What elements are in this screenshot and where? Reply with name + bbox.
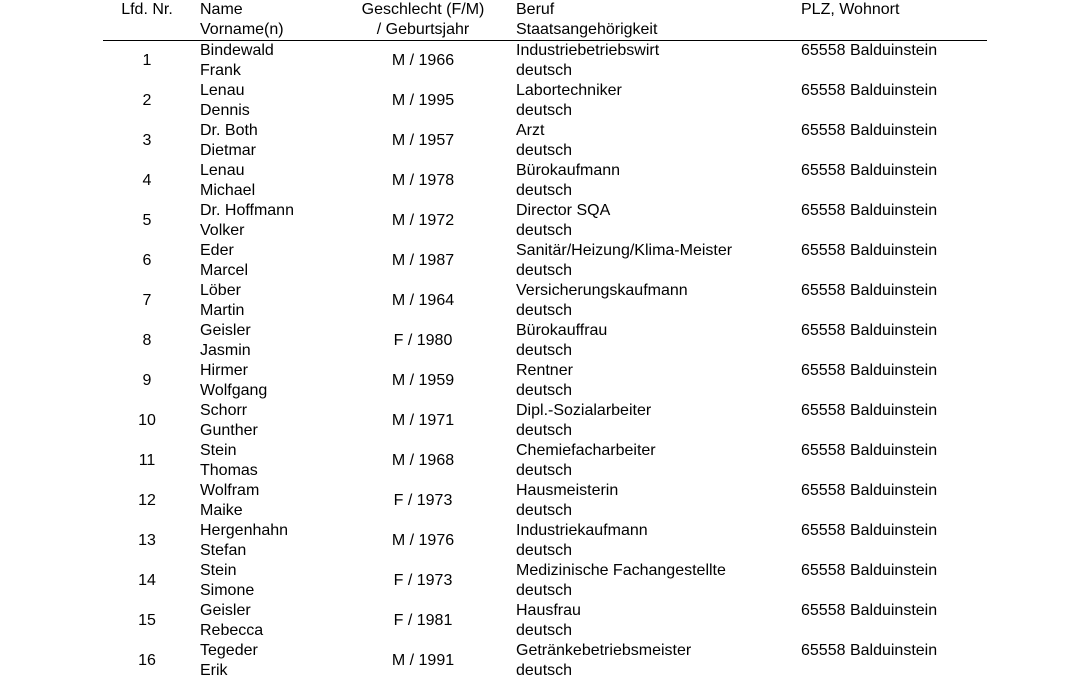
- row-name: [200, 601, 263, 641]
- row-job: [516, 601, 581, 641]
- row-first-name: Marcel: [200, 262, 249, 279]
- row-occupation: Industriekaufmann: [516, 522, 648, 539]
- row-sex-year: F / 1981: [393, 612, 453, 629]
- row-first-name: Rebecca: [200, 622, 264, 639]
- row-sex-year: M / 1995: [391, 92, 455, 109]
- row-first-name: Martin: [200, 302, 245, 319]
- row-occupation: Labortechniker: [516, 82, 622, 99]
- table-row: [0, 481, 1090, 521]
- row-occupation: Director SQA: [516, 202, 611, 219]
- row-surname: Stein: [200, 562, 237, 579]
- row-nationality: deutsch: [516, 382, 573, 399]
- row-surname: Hergenhahn: [200, 522, 289, 539]
- row-number: 15: [138, 612, 156, 629]
- row-city: 65558 Balduinstein: [801, 562, 938, 579]
- row-surname: Bindewald: [200, 42, 274, 59]
- row-name: [200, 81, 250, 121]
- row-job: [516, 361, 573, 401]
- row-job: [516, 281, 688, 321]
- row-surname: Lenau: [200, 82, 245, 99]
- table-row: [0, 441, 1090, 481]
- row-name: [200, 441, 258, 481]
- row-name: [200, 521, 288, 561]
- row-nationality: deutsch: [516, 342, 573, 359]
- row-first-name: Dennis: [200, 102, 250, 119]
- row-first-name: Maike: [200, 502, 243, 519]
- row-surname: Wolfram: [200, 482, 260, 499]
- row-occupation: Sanitär/Heizung/Klima-Meister: [516, 242, 733, 259]
- row-city: 65558 Balduinstein: [801, 162, 938, 179]
- row-occupation: Getränkebetriebsmeister: [516, 642, 692, 659]
- row-city: 65558 Balduinstein: [801, 482, 938, 499]
- row-surname: Löber: [200, 282, 241, 299]
- row-name: [200, 161, 255, 201]
- row-nationality: deutsch: [516, 502, 573, 519]
- table-row: [0, 321, 1090, 361]
- row-occupation: Chemiefacharbeiter: [516, 442, 656, 459]
- table-row: [0, 601, 1090, 641]
- table-row: [0, 81, 1090, 121]
- row-sex-year: F / 1973: [393, 572, 453, 589]
- header-sex-line2: / Geburtsjahr: [376, 21, 470, 38]
- row-nationality: deutsch: [516, 422, 573, 439]
- table-row: [0, 241, 1090, 281]
- row-sex-year: M / 1964: [391, 292, 455, 309]
- row-job: [516, 561, 726, 601]
- row-sex-year: F / 1973: [393, 492, 453, 509]
- row-surname: Stein: [200, 442, 237, 459]
- row-job: [516, 481, 618, 521]
- row-occupation: Versicherungskaufmann: [516, 282, 688, 299]
- row-occupation: Hausmeisterin: [516, 482, 619, 499]
- row-job: [516, 121, 572, 161]
- header-nr: Lfd. Nr.: [121, 1, 173, 18]
- row-sex-year: M / 1968: [391, 452, 455, 469]
- row-occupation: Arzt: [516, 122, 545, 139]
- row-job: [516, 41, 659, 81]
- row-sex-year: M / 1991: [391, 652, 455, 669]
- row-name: [200, 241, 248, 281]
- row-city: 65558 Balduinstein: [801, 122, 938, 139]
- row-first-name: Simone: [200, 582, 255, 599]
- row-job: [516, 401, 651, 441]
- table-row: [0, 41, 1090, 81]
- row-nationality: deutsch: [516, 222, 573, 239]
- row-occupation: Rentner: [516, 362, 573, 379]
- row-city: 65558 Balduinstein: [801, 522, 938, 539]
- table-row: [0, 281, 1090, 321]
- row-sex-year: M / 1959: [391, 372, 455, 389]
- header-job-line2: Staatsangehörigkeit: [516, 21, 658, 38]
- header-name-line2: Vorname(n): [200, 21, 284, 38]
- row-name: [200, 41, 274, 81]
- row-number: 10: [138, 412, 156, 429]
- row-number: 8: [142, 332, 152, 349]
- row-nationality: deutsch: [516, 302, 573, 319]
- row-nationality: deutsch: [516, 542, 573, 559]
- row-first-name: Erik: [200, 662, 228, 679]
- row-sex-year: M / 1976: [391, 532, 455, 549]
- row-surname: Tegeder: [200, 642, 258, 659]
- row-number: 12: [138, 492, 156, 509]
- row-first-name: Thomas: [200, 462, 258, 479]
- row-city: 65558 Balduinstein: [801, 82, 938, 99]
- row-occupation: Medizinische Fachangestellte: [516, 562, 726, 579]
- row-sex-year: F / 1980: [393, 332, 453, 349]
- table-row: [0, 561, 1090, 601]
- row-first-name: Dietmar: [200, 142, 257, 159]
- row-name: [200, 201, 294, 241]
- row-job: [516, 201, 610, 241]
- row-name: [200, 281, 244, 321]
- row-first-name: Volker: [200, 222, 245, 239]
- row-surname: Eder: [200, 242, 234, 259]
- row-number: 1: [142, 52, 152, 69]
- row-sex-year: M / 1978: [391, 172, 455, 189]
- row-job: [516, 441, 656, 481]
- row-city: 65558 Balduinstein: [801, 242, 938, 259]
- row-nationality: deutsch: [516, 182, 573, 199]
- row-number: 7: [142, 292, 152, 309]
- row-job: [516, 161, 620, 201]
- row-sex-year: M / 1966: [391, 52, 455, 69]
- row-number: 6: [142, 252, 152, 269]
- row-city: 65558 Balduinstein: [801, 42, 938, 59]
- row-number: 4: [142, 172, 152, 189]
- row-number: 14: [138, 572, 156, 589]
- row-city: 65558 Balduinstein: [801, 602, 938, 619]
- row-job: [516, 321, 607, 361]
- row-surname: Dr. Both: [200, 122, 258, 139]
- row-surname: Geisler: [200, 602, 251, 619]
- table-row: [0, 401, 1090, 441]
- row-nationality: deutsch: [516, 622, 573, 639]
- row-city: 65558 Balduinstein: [801, 362, 938, 379]
- row-number: 2: [142, 92, 152, 109]
- row-city: 65558 Balduinstein: [801, 282, 938, 299]
- row-number: 16: [138, 652, 156, 669]
- header-name-line1: Name: [200, 1, 243, 18]
- row-nationality: deutsch: [516, 102, 573, 119]
- row-occupation: Bürokaufmann: [516, 162, 621, 179]
- row-name: [200, 561, 254, 601]
- row-nationality: deutsch: [516, 662, 573, 679]
- row-surname: Hirmer: [200, 362, 248, 379]
- header-job: [516, 0, 657, 40]
- row-sex-year: M / 1971: [391, 412, 455, 429]
- row-name: [200, 121, 258, 161]
- row-first-name: Stefan: [200, 542, 247, 559]
- row-first-name: Frank: [200, 62, 241, 79]
- row-nationality: deutsch: [516, 462, 573, 479]
- row-sex-year: M / 1987: [391, 252, 455, 269]
- row-number: 11: [138, 452, 156, 469]
- row-city: 65558 Balduinstein: [801, 442, 938, 459]
- header-job-line1: Beruf: [516, 1, 555, 18]
- row-occupation: Dipl.-Sozialarbeiter: [516, 402, 652, 419]
- row-city: 65558 Balduinstein: [801, 202, 938, 219]
- table-row: [0, 121, 1090, 161]
- header-name: [200, 0, 284, 40]
- row-job: [516, 241, 732, 281]
- row-first-name: Michael: [200, 182, 256, 199]
- header-sex-year: [348, 0, 498, 40]
- header-city: PLZ, Wohnort: [801, 1, 900, 18]
- table-row: [0, 361, 1090, 401]
- row-name: [200, 321, 251, 361]
- row-city: 65558 Balduinstein: [801, 402, 938, 419]
- row-occupation: Bürokauffrau: [516, 322, 608, 339]
- table-row: [0, 521, 1090, 561]
- row-name: [200, 481, 259, 521]
- row-city: 65558 Balduinstein: [801, 322, 938, 339]
- row-city: 65558 Balduinstein: [801, 642, 938, 659]
- row-number: 5: [142, 212, 152, 229]
- row-nationality: deutsch: [516, 142, 573, 159]
- row-nationality: deutsch: [516, 262, 573, 279]
- table-row: [0, 161, 1090, 201]
- table-row: [0, 641, 1090, 681]
- header-sex-line1: Geschlecht (F/M): [361, 1, 485, 18]
- row-name: [200, 641, 258, 681]
- row-job: [516, 641, 691, 681]
- row-number: 13: [138, 532, 156, 549]
- row-surname: Geisler: [200, 322, 251, 339]
- row-surname: Schorr: [200, 402, 248, 419]
- row-first-name: Gunther: [200, 422, 258, 439]
- row-surname: Lenau: [200, 162, 245, 179]
- row-number: 9: [142, 372, 152, 389]
- row-surname: Dr. Hoffmann: [200, 202, 294, 219]
- row-number: 3: [142, 132, 152, 149]
- row-occupation: Hausfrau: [516, 602, 581, 619]
- row-first-name: Jasmin: [200, 342, 251, 359]
- row-nationality: deutsch: [516, 62, 573, 79]
- table-row: [0, 201, 1090, 241]
- row-sex-year: M / 1957: [391, 132, 455, 149]
- row-occupation: Industriebetriebswirt: [516, 42, 660, 59]
- row-job: [516, 81, 622, 121]
- row-sex-year: M / 1972: [391, 212, 455, 229]
- row-job: [516, 521, 648, 561]
- row-name: [200, 401, 258, 441]
- row-first-name: Wolfgang: [200, 382, 268, 399]
- row-name: [200, 361, 267, 401]
- row-nationality: deutsch: [516, 582, 573, 599]
